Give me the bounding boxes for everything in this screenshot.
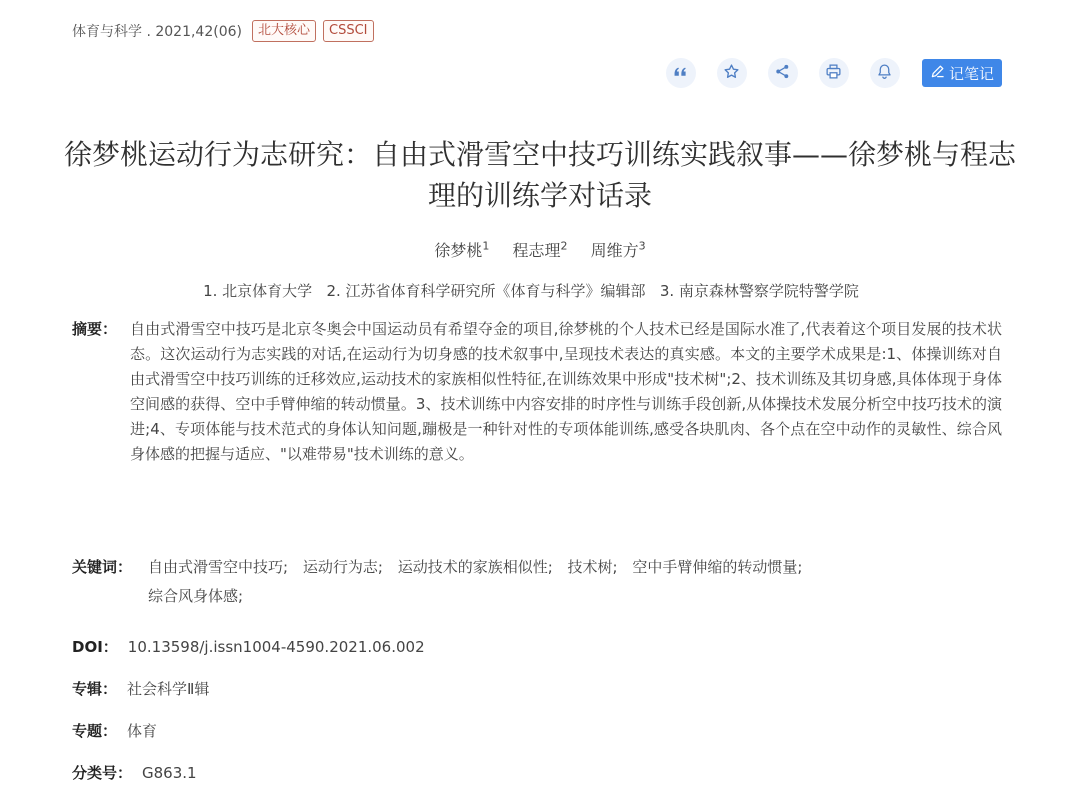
toolbar xyxy=(645,58,1002,88)
badge-cssci: CSSCI xyxy=(323,20,374,42)
doi-row xyxy=(72,636,425,657)
author-name: 徐梦桃 xyxy=(434,241,483,260)
series-value: 社会科学Ⅱ辑 xyxy=(127,680,210,698)
take-note-button[interactable] xyxy=(922,59,1002,87)
share-icon xyxy=(774,63,791,84)
favorite-button[interactable] xyxy=(717,58,747,88)
topic-label: 专题： xyxy=(72,722,118,740)
keyword-link[interactable]: 自由式滑雪空中技巧; xyxy=(148,558,289,576)
author-link[interactable] xyxy=(512,241,567,260)
classification-label: 分类号： xyxy=(72,764,133,782)
author-name: 程志理 xyxy=(512,241,561,260)
doi-value[interactable]: 10.13598/j.issn1004-4590.2021.06.002 xyxy=(127,638,425,656)
pencil-icon xyxy=(930,63,949,83)
keyword-link[interactable]: 综合风身体感; xyxy=(148,587,244,605)
topic-row xyxy=(72,720,157,741)
keywords-label: 关键词： xyxy=(72,558,133,576)
star-icon xyxy=(723,63,740,84)
badge-pku-core: 北大核心 xyxy=(252,20,316,42)
article-title: 徐梦桃运动行为志研究：自由式滑雪空中技巧训练实践叙事——徐梦桃与程志理的训练学对话录 xyxy=(63,138,1016,212)
author-affiliation-index: 1 xyxy=(482,239,490,253)
subscribe-button[interactable] xyxy=(870,58,900,88)
print-icon xyxy=(825,63,842,84)
topic-value: 体育 xyxy=(127,722,158,740)
journal-source[interactable]: 体育与科学 . 2021,42(06) xyxy=(72,24,242,40)
keyword-list xyxy=(148,553,932,611)
abstract-label: 摘要： xyxy=(72,320,118,338)
quote-icon xyxy=(672,63,689,84)
classification-row xyxy=(72,762,197,783)
keyword-link[interactable]: 技术树; xyxy=(567,558,618,576)
author-link[interactable] xyxy=(434,241,489,260)
author-name: 周维方 xyxy=(590,241,639,260)
author-affiliation-index: 3 xyxy=(638,239,646,253)
print-button[interactable] xyxy=(819,58,849,88)
affiliations[interactable]: 1. 北京体育大学 2. 江苏省体育科学研究所《体育与科学》编辑部 3. 南京森林警察学院特警学院 xyxy=(203,282,859,300)
abstract-text: 自由式滑雪空中技巧是北京冬奥会中国运动员有希望夺金的项目,徐梦桃的个人技术已经是国际水准了,代表着这个项目发展的技术状态。这次运动行为志实践的对话,在运动行为切身感的技术叙事中,呈现技术表达的真实感。本文的主要学术成果是:1、体操训练对自由式滑雪空中技巧训练的迁移效应,运动技术的家族相似性特征,在训练效果中形成"技术树";2、技术训练及其切身感,具体体现于身体空间感的获得、空中手臂伸缩的转动惯量。3、技术训练中内容安排的时序性与训练手段创新,从体操技术发展分析空中技巧技术的演进;4、专项体能与技术范式的身体认知问题,蹦极是一种针对性的专项体能训练,感受各块肌肉、各个点在空中动作的灵敏性、综合风身体感的把握与适应、"以难带易"技术训练的意义。 xyxy=(130,320,1002,463)
keyword-link[interactable]: 空中手臂伸缩的转动惯量; xyxy=(632,558,803,576)
header-bar xyxy=(72,20,381,42)
series-label: 专辑： xyxy=(72,680,118,698)
share-button[interactable] xyxy=(768,58,798,88)
author-link[interactable] xyxy=(591,241,646,260)
bell-icon xyxy=(876,63,893,84)
keyword-link[interactable]: 运动技术的家族相似性; xyxy=(397,558,553,576)
keywords-section xyxy=(72,553,932,611)
author-affiliation-index: 2 xyxy=(560,239,568,253)
abstract-section xyxy=(72,317,1002,467)
doi-label: DOI： xyxy=(72,638,118,656)
classification-value: G863.1 xyxy=(142,764,197,782)
quote-button[interactable] xyxy=(666,58,696,88)
take-note-label: 记笔记 xyxy=(948,64,994,83)
keyword-link[interactable]: 运动行为志; xyxy=(302,558,383,576)
author-list xyxy=(0,238,1080,261)
series-row xyxy=(72,678,209,699)
